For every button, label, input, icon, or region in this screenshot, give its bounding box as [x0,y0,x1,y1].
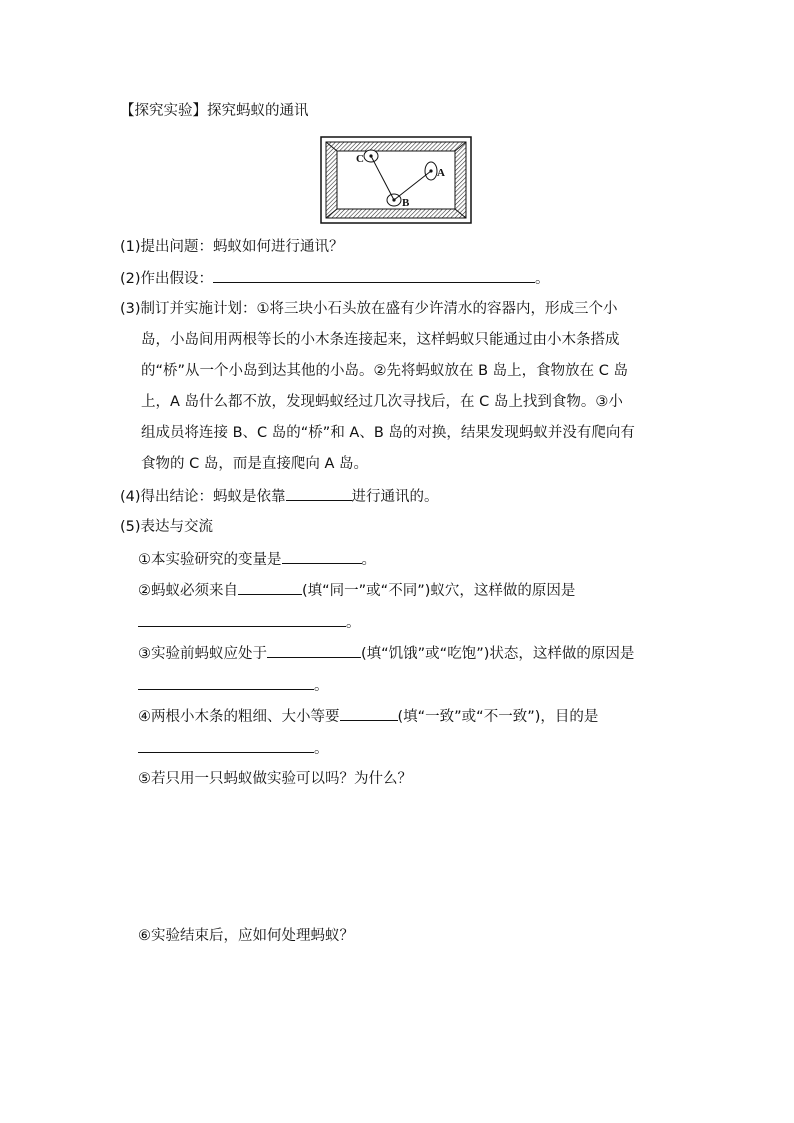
question-3-line-1: (3)制订并实施计划：①将三块小石头放在盛有少许清水的容器内，形成三个小 [120,301,618,317]
subquestion-3-reason [138,675,329,696]
subquestion-2-reason [138,612,361,633]
question-5-heading: (5)表达与交流 [120,519,214,535]
label-a: A [437,167,445,179]
stick-consistency-blank[interactable] [340,706,398,721]
question-4-suffix: 进行通讯的。 [351,489,439,505]
stick-purpose-blank[interactable] [138,738,314,753]
question-3-line-6: 食物的 C 岛，而是直接爬向 A 岛。 [141,456,368,472]
subquestion-4-suffix: (填“一致”或“不一致”)，目的是 [397,709,599,725]
label-c: C [356,153,364,165]
hypothesis-blank[interactable] [213,268,535,283]
subquestion-1 [138,549,376,570]
question-3-line-5: 组成员将连接 B、C 岛的“桥”和 A、B 岛的对换，结果发现蚂蚁并没有爬向有 [141,425,635,441]
question-4 [120,486,439,507]
question-2-prefix: (2)作出假设： [120,271,214,287]
question-4-prefix: (4)得出结论：蚂蚁是依靠 [120,489,286,505]
subquestion-4-reason [138,738,329,759]
subquestion-3-prefix: ③实验前蚂蚁应处于 [138,646,267,662]
subquestion-2 [138,580,575,601]
question-1: (1)提出问题：蚂蚁如何进行通讯？ [120,239,344,255]
subquestion-5: ⑤若只用一只蚂蚁做实验可以吗？为什么？ [138,771,412,787]
subquestion-1-prefix: ①本实验研究的变量是 [138,552,282,568]
nest-source-blank[interactable] [238,580,302,595]
subquestion-4-end: 。 [314,741,329,757]
question-2 [120,268,550,289]
ant-container-diagram [320,136,472,224]
hunger-reason-blank[interactable] [138,675,314,690]
subquestion-2-prefix: ②蚂蚁必须来自 [138,583,238,599]
subquestion-4 [138,706,598,727]
conclusion-blank[interactable] [286,486,352,501]
question-3-line-3: 的“桥”从一个小岛到达其他的小岛。②先将蚂蚁放在 B 岛上，食物放在 C 岛 [141,363,629,379]
subquestion-2-suffix: (填“同一”或“不同”)蚁穴，这样做的原因是 [302,583,576,599]
hunger-state-blank[interactable] [267,643,361,658]
section-title: 【探究实验】探究蚂蚁的通讯 [120,103,309,119]
variable-blank[interactable] [282,549,362,564]
subquestion-3-end: 。 [314,678,329,694]
subquestion-4-prefix: ④两根小木条的粗细、大小等要 [138,709,340,725]
question-3-line-2: 岛，小岛间用两根等长的小木条连接起来，这样蚂蚁只能通过由小木条搭成 [141,332,620,348]
subquestion-6: ⑥实验结束后，应如何处理蚂蚁？ [138,928,354,944]
subquestion-1-suffix: 。 [361,552,376,568]
subquestion-3-suffix: (填“饥饿”或“吃饱”)状态，这样做的原因是 [361,646,635,662]
subquestion-3 [138,643,634,664]
nest-reason-blank[interactable] [138,612,346,627]
label-b: B [402,197,410,209]
question-3-line-4: 上，A 岛什么都不放，发现蚂蚁经过几次寻找后，在 C 岛上找到食物。③小 [141,394,623,410]
subquestion-2-end: 。 [346,615,361,631]
question-2-suffix: 。 [535,271,550,287]
